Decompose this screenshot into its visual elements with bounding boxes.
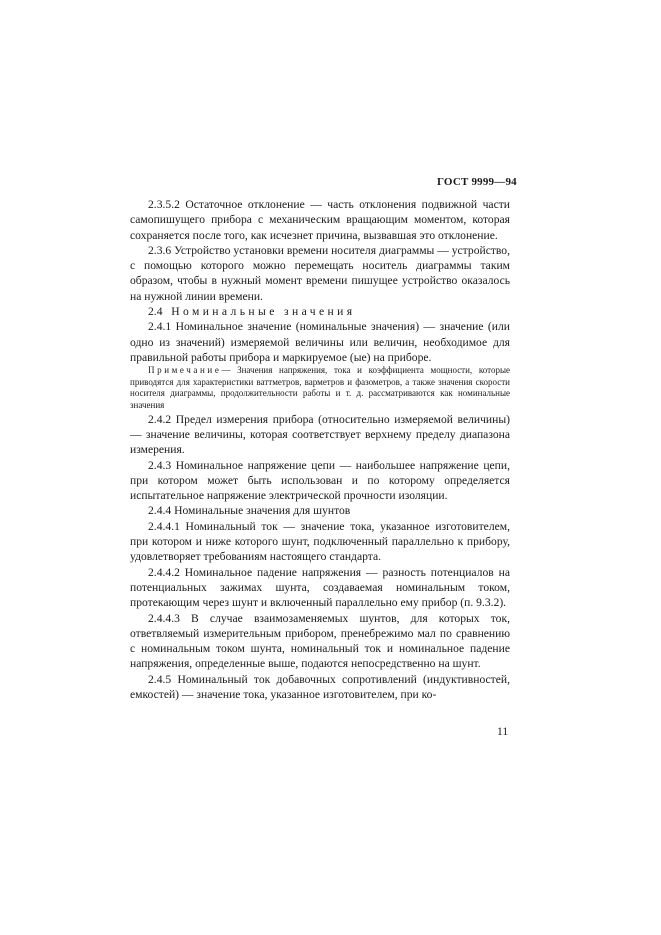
clause-2-4-2: 2.4.2 Предел измерения прибора (относительно измеряемой величины) — значение величины, которая соответствует верхнему пределу диапазона измерения. [130, 412, 510, 457]
note-text: — Значения напряжения, тока и коэффициента мощности, которые приводятся для характеристики ваттметров, варметров и фазометров, а также значения скорости носителя диаграммы, продолжительности работы и т. д. рассматриваются как номинальные значения [130, 365, 510, 411]
clause-2-3-5-2: 2.3.5.2 Остаточное отклонение — часть отклонения подвижной части самопишущего прибора с механическим вращающим моментом, которая сохраняется после того, как исчезнет причина, вызвавшая это отклонение. [130, 198, 510, 242]
page-number: 11 [497, 726, 509, 738]
document-body [130, 197, 510, 702]
section-heading-2-4 [130, 304, 510, 319]
clause-2-4-3: 2.4.3 Номинальное напряжение цепи — наибольшее напряжение цепи, при котором может быть использован и по которому определяется испытательное напряжение электрической прочности изоляции. [130, 458, 510, 503]
clause-2-4-4-3: 2.4.4.3 В случае взаимозаменяемых шунтов, для которых ток, ответвляемый измерительным прибором, пренебрежимо мал по сравнению с номинальным током шунта, номинальный ток и номинальное падение напряжения, определенные выше, подаются непосредственно на шунт. [130, 611, 510, 671]
clause-2-4-1: 2.4.1 Номинальное значение (номинальные значения) — значение (или одно из значений) измеряемой величины или величин, необходимое для правильной работы прибора и маркируемое (ые) на приборе. [130, 320, 510, 364]
note [130, 365, 510, 411]
clause-2-3-6: 2.3.6 Устройство установки времени носителя диаграммы — устройство, с помощью которого можно перемещать носитель диаграммы таким образом, чтобы в нужный момент времени пишущее устройство оказалось на нужной линии времени. [130, 243, 510, 303]
section-number: 2.4 [148, 305, 163, 319]
document-code: ГОСТ 9999—94 [437, 176, 517, 188]
note-heading: Примечание [148, 365, 222, 376]
clause-2-4-5: 2.4.5 Номинальный ток добавочных сопротивлений (индуктивностей, емкостей) — значение тока, указанное изготовителем, при ко- [130, 672, 510, 701]
section-title: Номинальные значения [171, 305, 356, 319]
clause-2-4-4-2: 2.4.4.2 Номинальное падение напряжения — разность потенциалов на потенциальных зажимах шунта, создаваемая номинальным током, протекающим через шунт и включенный параллельно ему прибор (п. 9.3.2). [130, 565, 510, 610]
clause-2-4-4: 2.4.4 Номинальные значения для шунтов [148, 504, 351, 518]
clause-2-4-4-1: 2.4.4.1 Номинальный ток — значение тока, указанное изготовителем, при котором и ниже которого шунт, подключенный параллельно к прибору, удовлетворяет требованиям настоящего стандарта. [130, 519, 510, 564]
